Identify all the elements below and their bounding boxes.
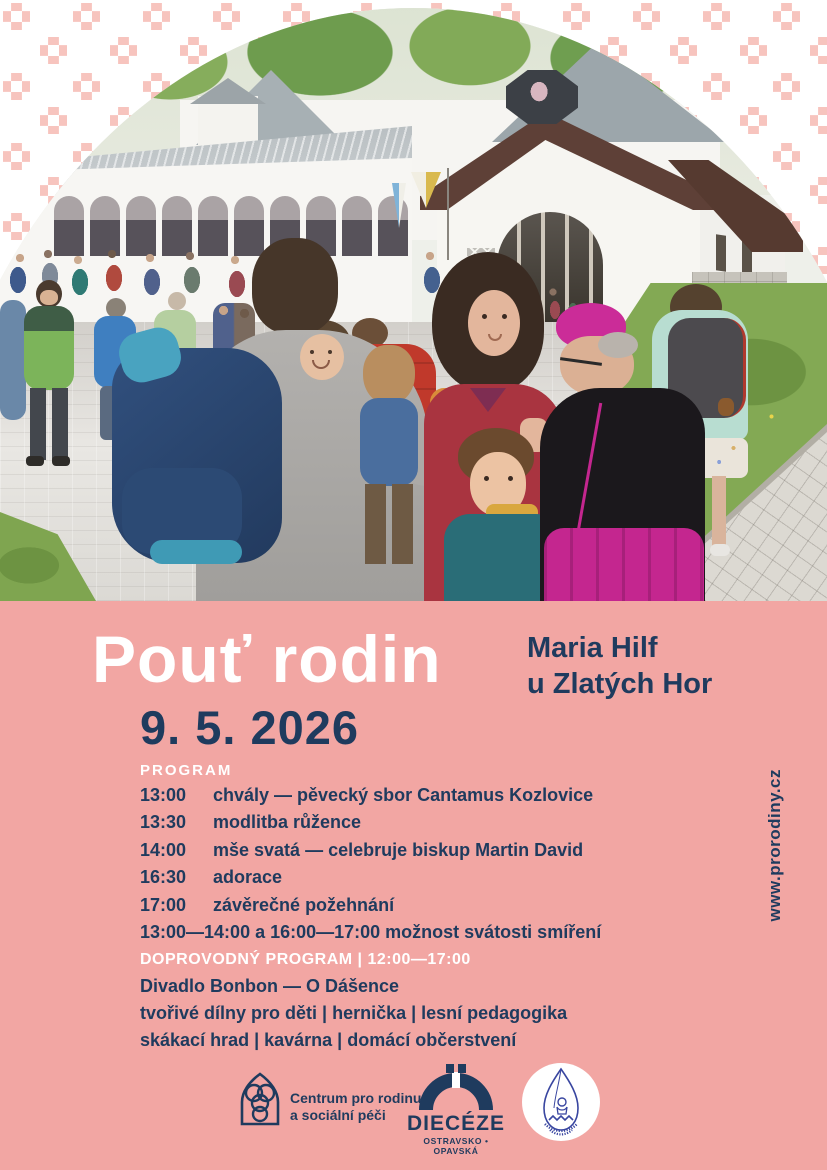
website-url: www.prorodiny.cz	[765, 769, 784, 922]
child-hair	[363, 345, 415, 405]
backpack-teal-trim	[150, 540, 242, 564]
bishop-fascia	[544, 528, 704, 601]
dieceze-logo	[404, 1064, 508, 1156]
side-program-heading: DOPROVODNÝ PROGRAM | 12:00—17:00	[140, 951, 471, 968]
program-note: 13:00—14:00 a 16:00—17:00 možnost svátosti smíření	[140, 922, 602, 943]
program-desc: mše svatá — celebruje biskup Martin David	[213, 839, 584, 860]
walking-man-green-jacket	[24, 306, 74, 390]
program-time: 17:00	[140, 894, 187, 915]
centrum-logo-line1: Centrum pro rodinu	[290, 1090, 422, 1106]
child-denim-jacket	[360, 398, 418, 486]
info-section	[0, 601, 827, 1170]
mother-face	[468, 290, 520, 356]
program-time: 13:30	[140, 812, 187, 833]
background-person	[0, 300, 26, 420]
program-item	[140, 837, 700, 864]
program-desc: adorace	[213, 867, 283, 888]
walking-man-face	[40, 290, 58, 305]
centrum-logo-line2: a sociální péči	[290, 1107, 386, 1123]
program-desc: modlitba růžence	[213, 812, 362, 833]
program-item	[140, 864, 700, 891]
side-program-list	[140, 973, 700, 1054]
bishop-grey-hair	[598, 332, 638, 358]
smiling-person-face	[300, 334, 344, 380]
hiker-shoe	[710, 544, 730, 556]
centrum-pro-rodinu-logo-text	[290, 1090, 421, 1124]
side-program-line: skákací hrad | kavárna | domácí občerstvení	[140, 1030, 517, 1050]
location	[527, 630, 712, 702]
poutni-misto-maria-hilf-logo	[521, 1062, 601, 1142]
dieceze-arch-icon	[418, 1064, 494, 1110]
side-program-line: Divadlo Bonbon — O Dášence	[140, 976, 400, 996]
mother-eye	[502, 314, 507, 319]
father-hair	[252, 238, 338, 334]
page-title: Pouť rodin	[92, 622, 442, 696]
program-desc: závěrečné požehnání	[213, 894, 395, 915]
centrum-pro-rodinu-logo-icon	[238, 1072, 282, 1126]
location-line2: u Zlatých Hor	[527, 668, 713, 700]
walking-man-shoe	[52, 456, 70, 466]
dieceze-logo-name: DIECÉZE	[406, 1112, 505, 1135]
boy-eye	[508, 476, 513, 481]
walking-man-shoe	[26, 456, 44, 466]
program-item	[140, 892, 700, 919]
side-program-line: tvořivé dílny pro děti | hernička | lesní pedagogika	[140, 1003, 568, 1023]
dieceze-logo-subtitle: OSTRAVSKO • OPAVSKÁ	[423, 1136, 489, 1156]
teddy-bear-charm	[718, 398, 734, 416]
mother-eye	[482, 314, 487, 319]
program-heading: PROGRAM	[140, 762, 233, 779]
program-desc: chvály — pěvecký sbor Cantamus Kozlovice	[213, 785, 594, 805]
smiling-person-eye	[328, 350, 332, 354]
pilgrimage-scene	[0, 8, 827, 601]
child-pants	[365, 484, 413, 564]
hero-photo	[0, 8, 827, 601]
boy-eye	[484, 476, 489, 481]
smiling-person-eye	[310, 350, 314, 354]
event-date: 9. 5. 2026	[140, 701, 360, 754]
program-list	[140, 782, 700, 946]
program-time: 14:00	[140, 839, 187, 860]
background-person-head	[106, 298, 126, 318]
program-item	[140, 782, 700, 809]
chapel-window	[716, 234, 726, 271]
hiker-leg	[712, 476, 726, 546]
location-line1: Maria Hilf	[527, 632, 658, 664]
program-time: 16:30	[140, 867, 187, 888]
walking-man-pants	[30, 388, 68, 460]
program-item	[140, 809, 700, 836]
program-time: 13:00	[140, 785, 187, 805]
background-person-head	[168, 292, 186, 310]
